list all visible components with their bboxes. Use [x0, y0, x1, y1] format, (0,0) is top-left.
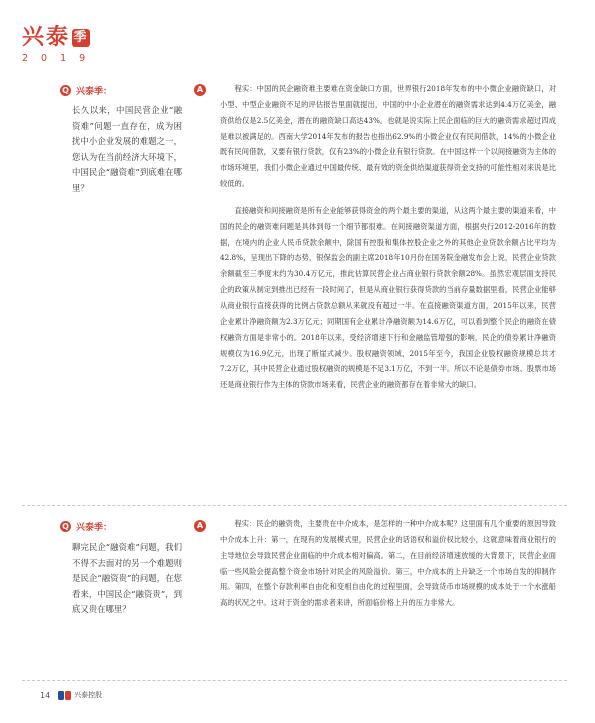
brand-name: 兴泰控股	[74, 691, 103, 699]
magazine-title	[22, 26, 122, 48]
question-label	[60, 84, 112, 97]
section-divider	[22, 505, 567, 506]
magazine-year: 2019	[22, 53, 99, 64]
q-badge-icon: Q	[60, 85, 71, 96]
interviewer-name: 兴泰季：	[76, 523, 113, 533]
answer-body	[220, 81, 556, 393]
a-badge-icon: A	[194, 84, 206, 96]
answer-paragraph: 程实：民企的融资贵，主要贵在中介成本，是怎样的一种中介成本呢？这里面有几个重要的原因导致中介成本上升：第一，在现有的发展模式里，民营企业的话语权和溢价权比较小，这就意味着商业银行的主导地位会导致民营企业面临的中介成本相对偏高。第二，在目前经济增速放缓的大背景下，民营企业面临一些风险会提高整个资金市场针对民企的风险溢价。第三，中介成本的上升缺乏一个市场自发的抑制作用。第四，在整个存款利率自由化和变相自由化的过程里面，会导致货币市场规模的成本处于一个水涨船高的状况之中。这对于资金的需求者来讲，所面临价格上升的压力非常大。	[220, 519, 556, 608]
seal-logo: 季	[73, 30, 89, 45]
masthead	[22, 26, 122, 64]
question-text: 聊完民企“融资难”问题，我们不得不去面对的另一个难题则是民企“融资贵”的问题，在您看来，中国民企“融资贵”，到底又贵在哪里？	[72, 542, 182, 615]
q-badge-icon: Q	[60, 521, 71, 532]
interviewer-name: 兴泰季：	[76, 87, 113, 97]
question-text: 长久以来，中国民营企业“融资难”问题一直存在，成为困扰中小企业发展的难题之一，您认为在当前经济大环境下，中国民企“融资难”到底难在哪里？	[72, 105, 182, 193]
answer-paragraph: 程实：中国的民企融资难主要难在资金缺口方面，世界银行2018年发布的中小微企业融资缺口，对小型、中型企业融资不足的评估报告里面就提出，中国的中小企业潜在的融资需求达到4.4万亿美金，融资供给仅是2.5亿美金，潜在的融资缺口高达43%。也就是说实际上民企面临的巨大的融资需求超过四成是难以被满足的。西南大学2014年发布的报告也指出62.9%的小微企业仅有民间借款，14%的小微企业既有民间借款，又要有银行贷款，仅有23%的小微企业有银行贷款。在中国这样一个以间接融资为主体的市场环境里，我们小微企业通过中国最传统、最有效的资金供给渠道获得资金支持的可能性相对来说是比较低的。	[220, 84, 556, 189]
a-badge-icon: A	[194, 520, 206, 532]
question-label	[60, 520, 112, 533]
brand-logo-icon	[58, 691, 71, 700]
magazine-title-text: 兴泰	[22, 24, 71, 50]
page-footer	[40, 690, 102, 700]
page-number: 14	[40, 690, 51, 700]
answer-paragraph: 直接融资和间接融资是所有企业能够获得资金的两个最主要的渠道，从这两个最主要的渠道来看，中国的民企的融资难问题是具体到每一个细节都很难。在间接融资渠道方面，根据央行2012-2016年的数据，在境内的企业人民币贷款余额中，除国有控股和集体控股企业之外的其他企业贷款余额占比平均为42.8%，呈现出下降的态势，银保监会的副主席2018年10月份在国务院金融发布会上说，民营企业贷款余额截至三季度末约为30.4万亿元，推此估算民营企业占商业银行贷款余额28%。虽然宏观层面支持民企的政策从制定到推出已经有一段时间了，但是从商业银行获得贷款的当前存量数据里看，民营企业能够从商业银行直接获得的比例占贷款总额从来就没有超过一半。在直接融资渠道方面，2015年以来，民营企业累计净融资额为2.3万亿元；同期国有企业累计净融资额为14.6万亿，可以看到整个民企的融资在债权融资方面是非常小的。2018年以来，受经济增速下行和金融监管增强的影响，民企的债券累计净融资规模仅为16.9亿元，出现了断崖式减少。股权融资领域，2015年至今，我国企业股权融资规模总共才7.2万亿，其中民营企业通过股权融资的规模是不足3.1万亿，不到一半。所以不论是债券市场、股票市场还是商业银行作为主体的贷款市场来看，民营企业的融资都存在着非常大的缺口。	[220, 205, 556, 390]
footer-divider	[22, 680, 567, 681]
answer-body	[220, 516, 556, 611]
